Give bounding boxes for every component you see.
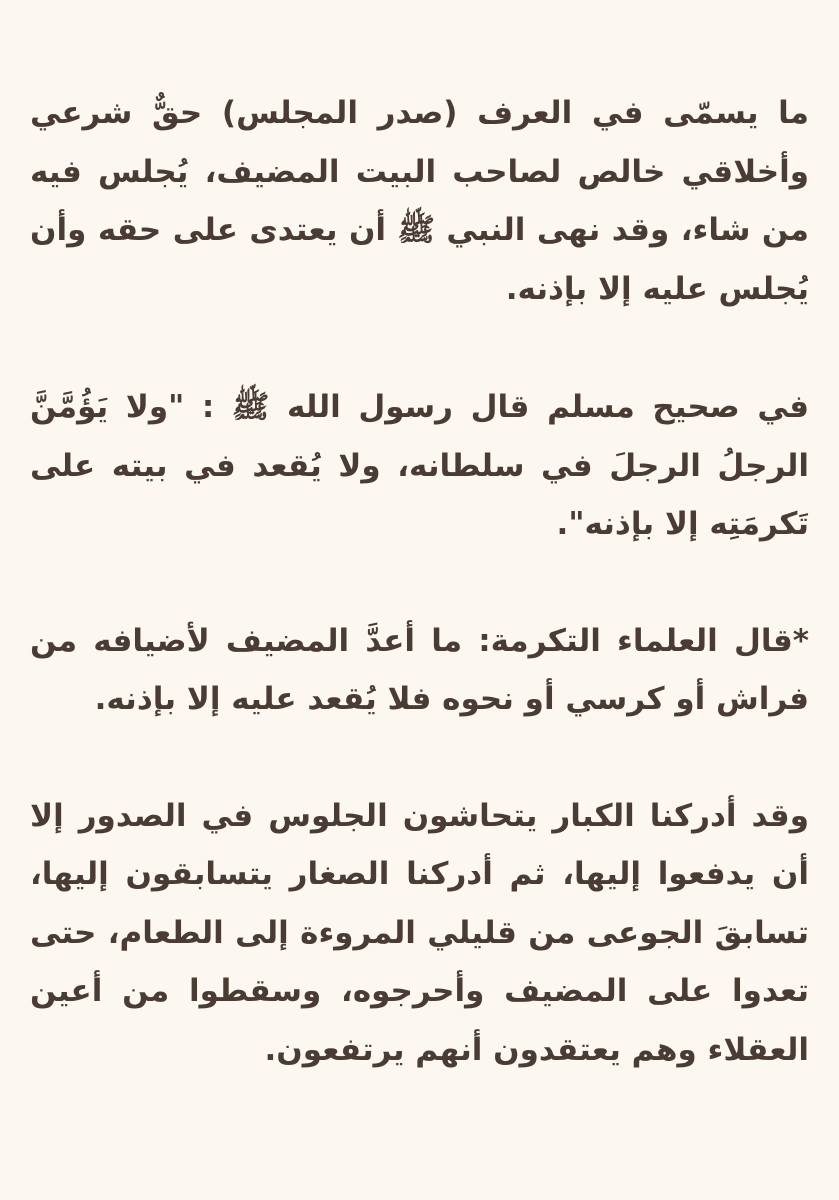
paragraph-hadith-quote: في صحيح مسلم قال رسول الله ﷺ : "ولا يَؤُمَّنَّ الرجلُ الرجلَ في سلطانه، ولا يُقعد في بيته على تَكرمَتِه إلا بإذنه". [30,389,809,542]
paragraph-observation: وقد أدركنا الكبار يتحاشون الجلوس في الصدور إلا أن يدفعوا إليها، ثم أدركنا الصغار يتسابقون إليها، تسابقَ الجوعى من قليلي المروءة إلى الطعام، حتى تعدوا على المضيف وأحرجوه، وسقطوا من أعين العقلاء وهم يعتقدون أنهم يرتفعون. [30,797,809,1068]
paragraph-honor-seat: ما يسمّى في العرف (صدر المجلس) حقٌّ شرعي وأخلاقي خالص لصاحب البيت المضيف، يُجلس فيه من شاء، وقد نهى النبي ﷺ أن يعتدى على حقه وأن يُجلس عليه إلا بإذنه. [30,95,809,307]
paragraph-scholars-note: *قال العلماء التكرمة: ما أعدَّ المضيف لأضيافه من فراش أو كرسي أو نحوه فلا يُقعد عليه إلا بإذنه. [30,622,809,717]
